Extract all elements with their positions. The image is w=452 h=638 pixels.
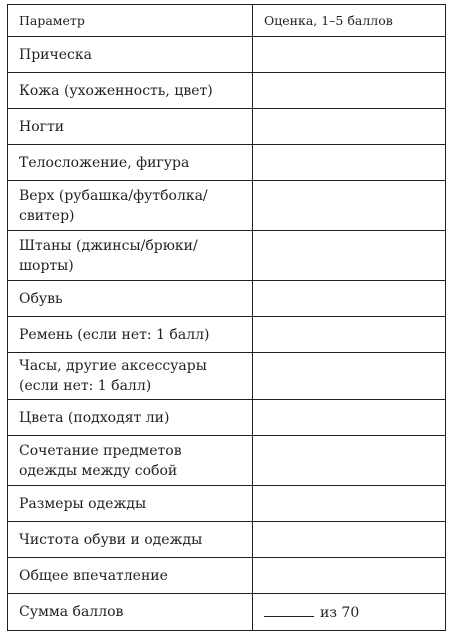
table-row (8, 37, 446, 73)
score-cell (253, 558, 446, 594)
header-parameter: Параметр (8, 5, 253, 37)
row-label: Телосложение, фигура (8, 145, 253, 181)
score-cell (253, 436, 446, 486)
total-score-blank (264, 602, 314, 617)
row-label: Ремень (если нет: 1 балл) (8, 317, 253, 353)
row-label: Кожа (ухоженность, цвет) (8, 73, 253, 109)
row-label: Штаны (джинсы/брюки/ шорты) (8, 231, 253, 281)
score-cell (253, 400, 446, 436)
total-row (8, 594, 446, 631)
table-row (8, 317, 446, 353)
scoring-table (7, 4, 446, 631)
row-label: Ногти (8, 109, 253, 145)
table-row (8, 353, 446, 400)
row-label: Верх (рубашка/футболка/ свитер) (8, 181, 253, 231)
row-label: Сочетание предметов одежды между собой (8, 436, 253, 486)
score-cell (253, 109, 446, 145)
row-label: Общее впечатление (8, 558, 253, 594)
table-row (8, 400, 446, 436)
table-row (8, 181, 446, 231)
score-cell (253, 145, 446, 181)
score-cell (253, 181, 446, 231)
row-label: Часы, другие аксессуары (если нет: 1 балл) (8, 353, 253, 400)
table-row (8, 231, 446, 281)
row-label: Размеры одежды (8, 486, 253, 522)
score-cell (253, 353, 446, 400)
row-label: Чистота обуви и одежды (8, 522, 253, 558)
total-suffix: из 70 (320, 604, 360, 621)
score-cell (253, 522, 446, 558)
score-cell (253, 37, 446, 73)
score-cell (253, 486, 446, 522)
table-row (8, 281, 446, 317)
row-label: Прическа (8, 37, 253, 73)
row-label: Цвета (подходят ли) (8, 400, 253, 436)
score-cell (253, 281, 446, 317)
total-label: Сумма баллов (8, 594, 253, 631)
table-row (8, 522, 446, 558)
score-cell (253, 73, 446, 109)
score-cell (253, 317, 446, 353)
table-row (8, 436, 446, 486)
table-row (8, 558, 446, 594)
table-row (8, 109, 446, 145)
header-score: Оценка, 1–5 баллов (253, 5, 446, 37)
table-header-row (8, 5, 446, 37)
total-score-cell (253, 594, 446, 631)
score-cell (253, 231, 446, 281)
table-row (8, 486, 446, 522)
table-row (8, 73, 446, 109)
row-label: Обувь (8, 281, 253, 317)
table-row (8, 145, 446, 181)
